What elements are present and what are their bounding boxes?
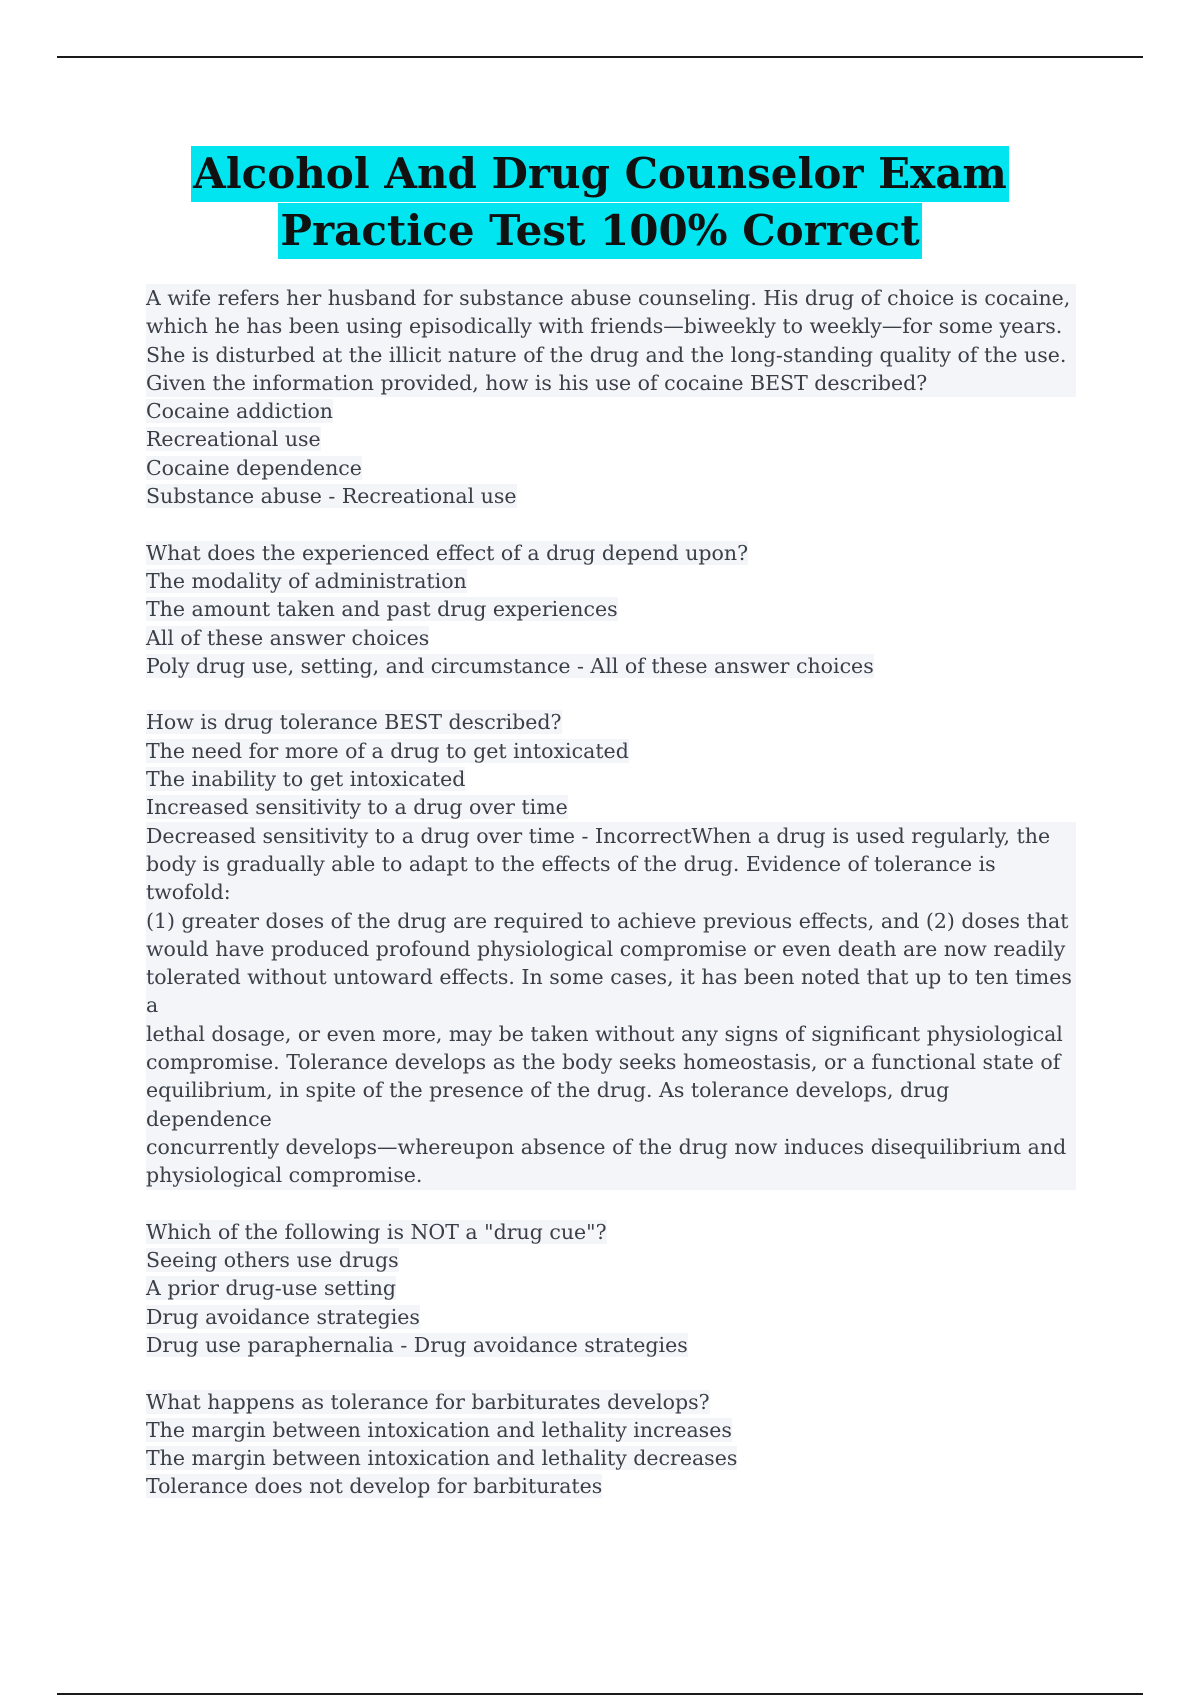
answer-option: Drug avoidance strategies bbox=[146, 1304, 420, 1329]
answer-option: Cocaine addiction bbox=[146, 399, 333, 424]
explanation-line: would have produced profound physiological compromise or even death are now readily bbox=[146, 936, 1066, 961]
page-title bbox=[0, 146, 1200, 260]
answer-option: The need for more of a drug to get intoxicated bbox=[146, 738, 629, 763]
explanation-line: lethal dosage, or even more, may be taken without any signs of significant physiological bbox=[146, 1021, 1063, 1046]
question-block-4 bbox=[146, 1218, 1076, 1359]
title-line-1: Alcohol And Drug Counselor Exam bbox=[191, 146, 1009, 202]
answer-option: Drug use paraphernalia - Drug avoidance strategies bbox=[146, 1332, 688, 1357]
question-block-3 bbox=[146, 708, 1076, 1189]
question-line: Given the information provided, how is his use of cocaine BEST described? bbox=[146, 370, 928, 395]
answer-option: Tolerance does not develop for barbiturates bbox=[146, 1474, 603, 1499]
answer-option: All of these answer choices bbox=[146, 625, 430, 650]
explanation-line: compromise. Tolerance develops as the body seeks homeostasis, or a functional state of bbox=[146, 1050, 1061, 1075]
explanation-line: equilibrium, in spite of the presence of the drug. As tolerance develops, drug dependence bbox=[146, 1078, 950, 1131]
question-line: What does the experienced effect of a drug depend upon? bbox=[146, 540, 749, 565]
answer-option: The amount taken and past drug experiences bbox=[146, 597, 618, 622]
answer-option: The margin between intoxication and lethality decreases bbox=[146, 1446, 738, 1471]
answer-option: Recreational use bbox=[146, 427, 321, 452]
question-line: What happens as tolerance for barbiturates develops? bbox=[146, 1389, 710, 1414]
answer-option: The modality of administration bbox=[146, 568, 467, 593]
explanation-line: tolerated without untoward effects. In some cases, it has been noted that up to ten times a bbox=[146, 965, 1072, 1018]
bottom-rule bbox=[57, 1693, 1143, 1695]
answer-option: The inability to get intoxicated bbox=[146, 767, 466, 792]
answer-option: A prior drug-use setting bbox=[146, 1276, 397, 1301]
question-line: She is disturbed at the illicit nature of the drug and the long-standing quality of the use. bbox=[146, 342, 1067, 367]
question-block-1 bbox=[146, 284, 1076, 510]
question-line: Which of the following is NOT a "drug cue"? bbox=[146, 1219, 607, 1244]
answer-option: Poly drug use, setting, and circumstance - All of these answer choices bbox=[146, 653, 874, 678]
explanation-line: Decreased sensitivity to a drug over time - IncorrectWhen a drug is used regularly, the bbox=[146, 823, 1051, 848]
question-text bbox=[146, 284, 1076, 397]
explanation-line: (1) greater doses of the drug are required to achieve previous effects, and (2) doses that bbox=[146, 908, 1069, 933]
explanation-line: concurrently develops—whereupon absence of the drug now induces disequilibrium and bbox=[146, 1134, 1067, 1159]
document-body bbox=[146, 284, 1076, 1529]
question-line: which he has been using episodically with friends—biweekly to weekly—for some years. bbox=[146, 314, 1063, 339]
top-rule bbox=[57, 56, 1143, 58]
explanation-line: physiological compromise. bbox=[146, 1163, 423, 1188]
answer-option: Cocaine dependence bbox=[146, 455, 362, 480]
answer-option: Increased sensitivity to a drug over time bbox=[146, 795, 568, 820]
question-block-5 bbox=[146, 1388, 1076, 1501]
question-line: How is drug tolerance BEST described? bbox=[146, 710, 562, 735]
answer-option: Substance abuse - Recreational use bbox=[146, 484, 517, 509]
answer-explanation bbox=[146, 822, 1076, 1190]
question-line: A wife refers her husband for substance abuse counseling. His drug of choice is cocaine, bbox=[146, 286, 1071, 310]
question-block-2 bbox=[146, 539, 1076, 680]
title-line-2: Practice Test 100% Correct bbox=[278, 203, 921, 259]
answer-option: The margin between intoxication and lethality increases bbox=[146, 1417, 732, 1442]
explanation-line: body is gradually able to adapt to the effects of the drug. Evidence of tolerance is twofold: bbox=[146, 851, 996, 905]
answer-option: Seeing others use drugs bbox=[146, 1248, 399, 1273]
